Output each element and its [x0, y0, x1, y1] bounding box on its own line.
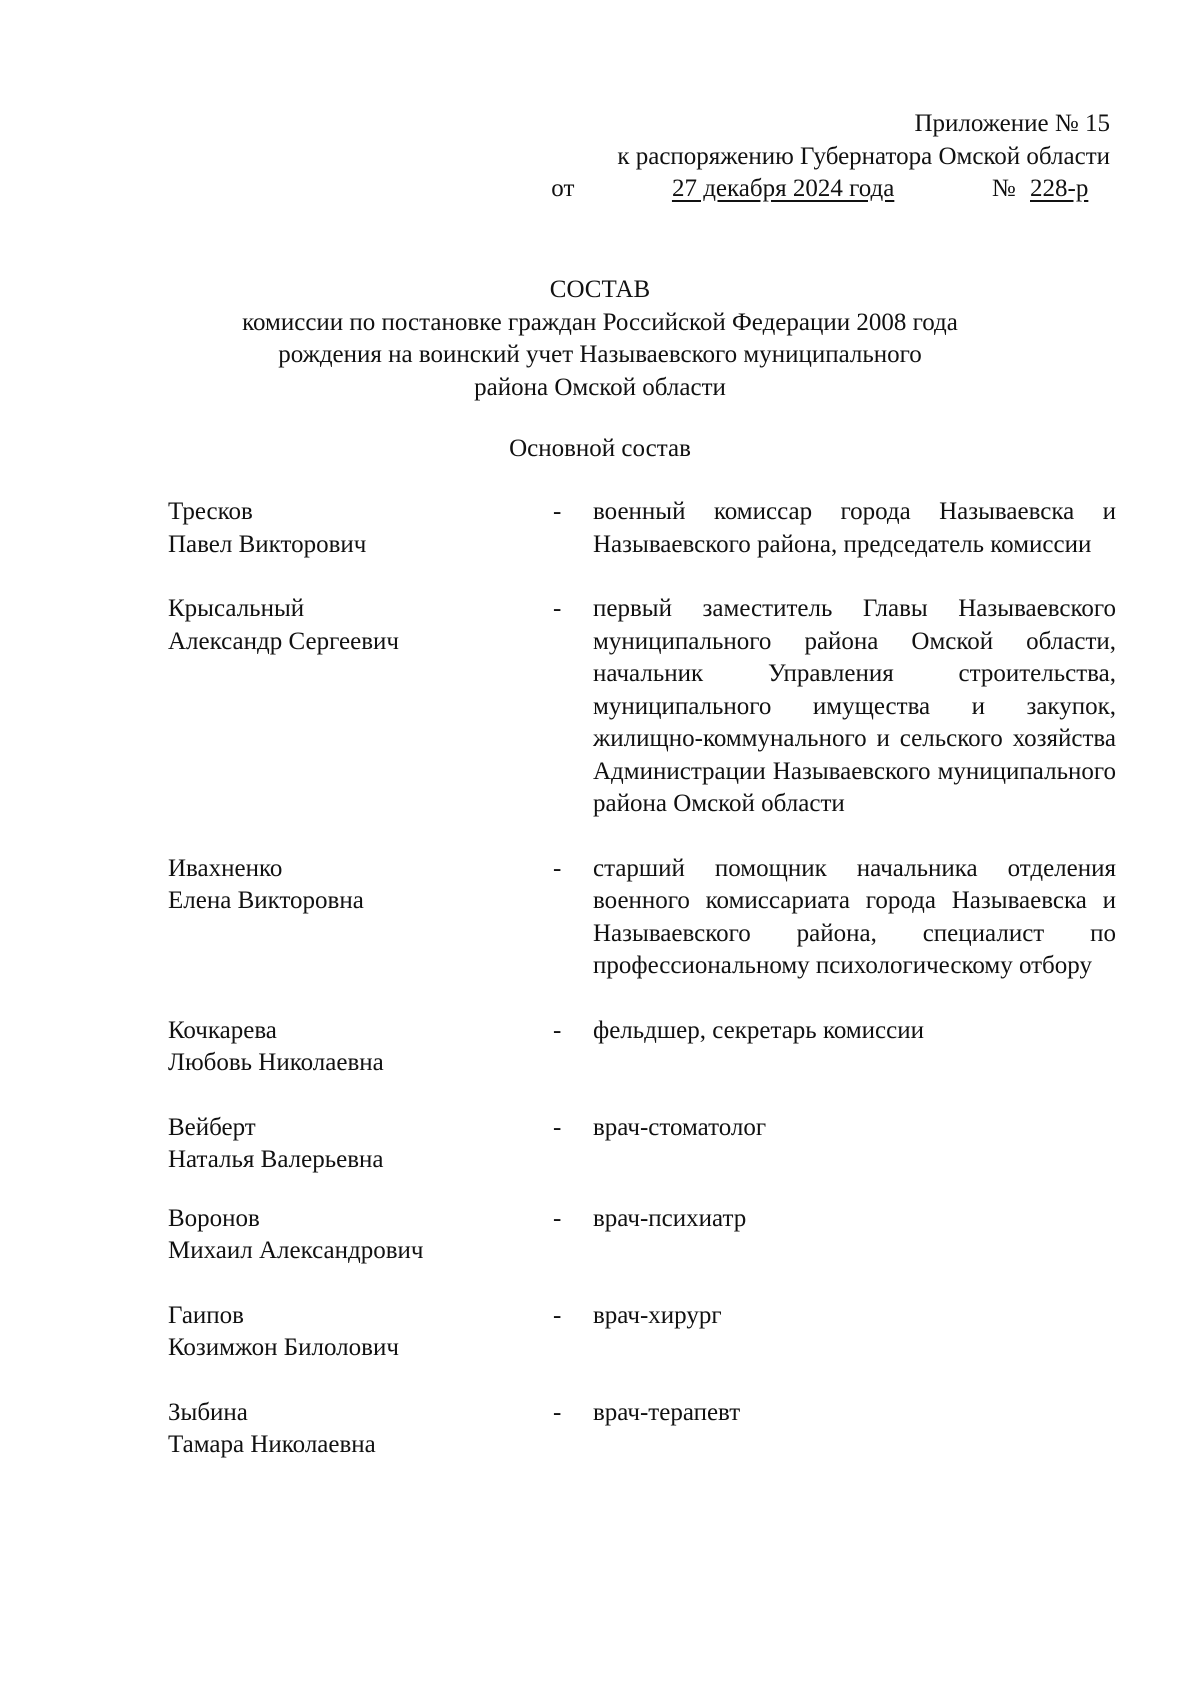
number-label: № [991, 175, 1016, 202]
member-given-name: Наталья Валерьевна [168, 1146, 384, 1173]
member-role: первый заместитель Главы Называевского муниципального района Омской области, начальник Управления строительства, муниципального имущества и закупок, жилищно-коммунального и сельского хозяйства Администрации Называевского муниципального района Омской области [593, 595, 1116, 817]
member-dash: - [553, 1398, 562, 1426]
title-line-1: комиссии по постановке граждан Российской Федерации 2008 года [242, 308, 958, 336]
title-heading: СОСТАВ [549, 276, 651, 303]
members-list [168, 496, 1116, 1462]
from-label: от [551, 175, 575, 202]
member-name [168, 496, 553, 561]
member-row [168, 1397, 1116, 1462]
member-role: врач-хирург [593, 1301, 722, 1329]
member-surname: Гаипов [168, 1301, 244, 1329]
member-role: военный комиссар города Называевска и Называевского района, председатель комиссии [593, 498, 1116, 558]
order-date-line [551, 173, 1110, 206]
title-line-2: рождения на воинский учет Называевского муниципального [278, 341, 922, 368]
member-dash: - [553, 595, 562, 622]
order-number: 228-р [1030, 175, 1089, 202]
member-given-name: Павел Викторович [168, 530, 367, 558]
member-row [168, 853, 1116, 983]
member-row [168, 1015, 1116, 1080]
member-given-name: Козимжон Билолович [168, 1334, 399, 1361]
member-name [168, 1203, 553, 1268]
member-surname: Воронов [168, 1204, 260, 1232]
member-row [168, 1203, 1116, 1268]
member-role: фельдшер, секретарь комиссии [593, 1016, 925, 1044]
member-surname: Кочкарева [168, 1016, 277, 1044]
appendix-number: Приложение № 15 [914, 110, 1110, 137]
member-surname: Крысальный [168, 595, 305, 622]
member-name [168, 1397, 553, 1462]
member-dash: - [553, 1113, 562, 1141]
member-surname: Зыбина [168, 1398, 248, 1426]
section-heading: Основной состав [509, 435, 691, 462]
member-dash: - [553, 1301, 562, 1329]
member-given-name: Любовь Николаевна [168, 1049, 384, 1076]
member-dash: - [553, 1016, 562, 1044]
member-row [168, 496, 1116, 561]
member-name [168, 593, 553, 658]
order-date: 27 декабря 2024 года [671, 175, 895, 202]
member-name [168, 1300, 553, 1365]
member-role: старший помощник начальника отделения военного комиссариата города Называевска и Называевского района, специалист по профессиональному психологическому отбору [593, 854, 1116, 979]
member-row [168, 593, 1116, 821]
member-surname: Ивахненко [168, 854, 283, 882]
title-line-3: района Омской области [474, 373, 726, 401]
member-row [168, 1112, 1116, 1177]
member-name [168, 853, 553, 918]
member-given-name: Михаил Александрович [168, 1237, 424, 1264]
appendix-header [551, 108, 1110, 206]
member-row [168, 1300, 1116, 1365]
member-dash: - [553, 498, 562, 525]
member-name [168, 1112, 553, 1177]
member-surname: Вейберт [168, 1113, 256, 1141]
member-dash: - [553, 854, 562, 882]
member-name [168, 1015, 553, 1080]
member-role: врач-терапевт [593, 1398, 741, 1426]
member-given-name: Александр Сергеевич [168, 627, 399, 655]
document-title [0, 274, 1200, 404]
member-given-name: Тамара Николаевна [168, 1431, 376, 1458]
order-reference: к распоряжению Губернатора Омской области [617, 142, 1110, 170]
member-role: врач-психиатр [593, 1204, 747, 1232]
member-role: врач-стоматолог [593, 1113, 767, 1141]
member-given-name: Елена Викторовна [168, 887, 364, 914]
member-dash: - [553, 1204, 562, 1232]
member-surname: Тресков [168, 498, 253, 525]
